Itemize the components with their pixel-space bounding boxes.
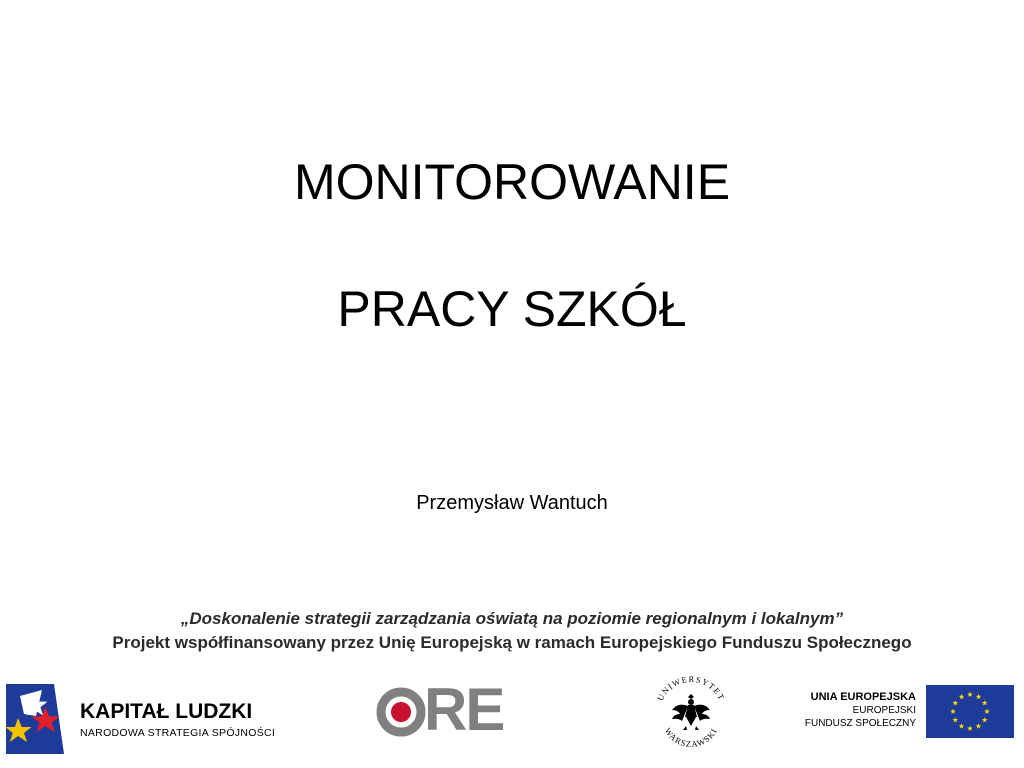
slide-title-line2: PRACY SZKÓŁ [337,281,687,337]
svg-text:UNIWERSYTET: UNIWERSYTET [654,673,728,703]
eu-fund-line2: FUNDUSZ SPOŁECZNY [804,718,916,729]
ore-text: RE [424,676,504,743]
ore-circle-icon [376,687,426,737]
eu-fund-line1: EUROPEJSKI [852,705,916,716]
project-title: „Doskonalenie strategii zarządzania oświatą na poziomie regionalnym i lokalnym” [180,609,844,628]
kapital-ludzki-name: KAPITAŁ LUDZKI [80,700,253,723]
eu-logo-text [760,690,916,730]
eu-flag-icon [926,685,1014,738]
kapital-ludzki-emblem-icon [6,676,68,754]
author-name: Przemysław Wantuch [416,492,608,514]
project-cofinance-note: Projekt współfinansowany przez Unię Europejską w ramach Europejskiego Funduszu Społecznego [112,633,912,652]
eu-union-name: UNIA EUROPEJSKA [810,691,916,703]
svg-text:WARSZAWSKI: WARSZAWSKI [662,725,720,750]
slide-title-line1: MONITOROWANIE [293,154,731,210]
kapital-ludzki-logo [6,676,296,756]
university-seal-icon [650,672,732,754]
kapital-ludzki-subtitle: NARODOWA STRATEGIA SPÓJNOŚCI [80,727,276,739]
ore-logo [376,676,516,743]
